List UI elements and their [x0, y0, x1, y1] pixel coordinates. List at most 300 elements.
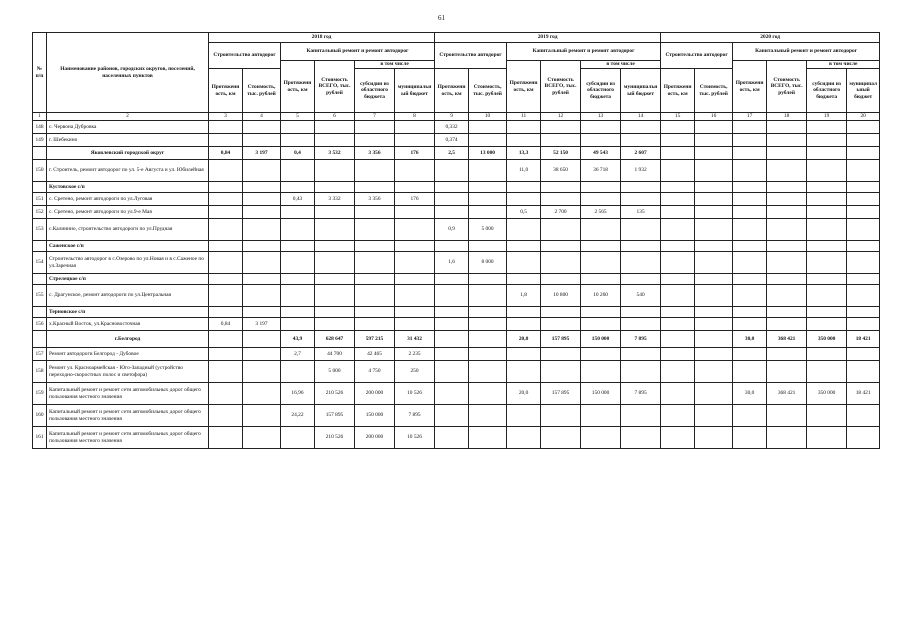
table-cell — [847, 206, 880, 219]
header-cost: Стоимость, тыс. рублей — [469, 69, 507, 113]
table-cell — [281, 206, 315, 219]
table-row — [33, 383, 880, 405]
header-incl: в том числе — [807, 61, 880, 69]
table-cell — [209, 206, 243, 219]
table-cell — [695, 427, 733, 449]
row-number: 149 — [33, 134, 47, 147]
table-cell — [355, 206, 395, 219]
table-cell — [695, 219, 733, 241]
header-subsidy: субсидии из областного бюджета — [581, 69, 621, 113]
table-cell — [281, 274, 315, 285]
table-cell — [807, 182, 847, 193]
table-cell: 1,6 — [435, 252, 469, 274]
table-cell: 200 000 — [355, 427, 395, 449]
table-cell — [243, 274, 281, 285]
table-cell — [581, 252, 621, 274]
table-cell — [661, 405, 695, 427]
table-row — [33, 427, 880, 449]
table-cell — [581, 241, 621, 252]
table-cell — [767, 121, 807, 134]
table-cell — [395, 285, 435, 307]
column-number: 16 — [695, 113, 733, 121]
table-cell: 10 260 — [581, 285, 621, 307]
table-cell: 5 000 — [315, 361, 355, 383]
table-cell — [243, 121, 281, 134]
table-row — [33, 182, 880, 193]
table-cell — [581, 274, 621, 285]
table-cell — [807, 361, 847, 383]
row-number: 153 — [33, 219, 47, 241]
table-cell — [621, 307, 661, 318]
table-cell — [507, 219, 541, 241]
table-cell — [315, 252, 355, 274]
table-cell — [435, 348, 469, 361]
table-cell — [395, 206, 435, 219]
table-cell: 200 000 — [355, 383, 395, 405]
table-cell — [695, 182, 733, 193]
table-cell — [355, 241, 395, 252]
table-cell — [621, 134, 661, 147]
header-2020: 2020 год — [661, 33, 880, 43]
table-cell — [847, 361, 880, 383]
table-cell — [281, 121, 315, 134]
table-cell — [469, 121, 507, 134]
table-cell — [315, 318, 355, 331]
table-cell: 540 — [621, 285, 661, 307]
row-number: 148 — [33, 121, 47, 134]
row-number: 161 — [33, 427, 47, 449]
table-cell: 3 197 — [243, 318, 281, 331]
table-cell — [435, 307, 469, 318]
table-cell: 16,96 — [281, 383, 315, 405]
table-cell: 157 895 — [541, 383, 581, 405]
table-cell: 11,0 — [507, 160, 541, 182]
row-number: 151 — [33, 193, 47, 206]
table-cell — [733, 206, 767, 219]
row-name: с. Сретено, ремонт автодороги по ул.9-е Мая — [47, 206, 209, 219]
table-cell: 368 421 — [767, 331, 807, 348]
table-cell — [209, 160, 243, 182]
table-cell: 1,8 — [507, 285, 541, 307]
table-cell — [355, 182, 395, 193]
table-cell: 150 000 — [355, 405, 395, 427]
table-cell — [807, 193, 847, 206]
table-cell: 5 000 — [469, 219, 507, 241]
column-number: 17 — [733, 113, 767, 121]
row-name: Яковлевский городской округ — [47, 147, 209, 160]
table-cell — [315, 219, 355, 241]
table-cell: 176 — [395, 147, 435, 160]
table-cell — [243, 307, 281, 318]
table-cell: 157 895 — [541, 331, 581, 348]
table-cell — [621, 219, 661, 241]
table-cell — [355, 318, 395, 331]
table-cell — [281, 182, 315, 193]
table-cell — [395, 219, 435, 241]
table-cell — [733, 318, 767, 331]
row-name: Строительство автодорог в с.Озерово по ул.Новая и в с.Саженое по ул.Заречная — [47, 252, 209, 274]
table-cell — [847, 147, 880, 160]
table-cell — [209, 134, 243, 147]
row-num-cell — [33, 182, 47, 193]
table-cell — [315, 241, 355, 252]
table-cell — [847, 348, 880, 361]
table-cell — [767, 193, 807, 206]
table-cell — [209, 361, 243, 383]
table-cell — [469, 285, 507, 307]
header-cost-total: Стоимость ВСЕГО, тыс. рублей — [315, 61, 355, 113]
table-cell: 38 650 — [541, 160, 581, 182]
table-cell — [661, 274, 695, 285]
table-cell — [733, 307, 767, 318]
table-cell — [507, 134, 541, 147]
table-cell — [661, 348, 695, 361]
table-cell — [435, 427, 469, 449]
table-cell — [243, 206, 281, 219]
header-num: № п/п — [33, 33, 47, 113]
row-number: 156 — [33, 318, 47, 331]
table-row — [33, 147, 880, 160]
table-cell — [435, 361, 469, 383]
table-cell — [733, 427, 767, 449]
table-cell — [733, 241, 767, 252]
table-cell — [807, 147, 847, 160]
table-cell — [581, 134, 621, 147]
table-cell — [847, 182, 880, 193]
table-cell — [243, 427, 281, 449]
header-2019: 2019 год — [435, 33, 661, 43]
table-row — [33, 219, 880, 241]
table-cell — [355, 307, 395, 318]
column-number-row — [33, 113, 880, 121]
table-cell — [209, 274, 243, 285]
table-cell — [395, 121, 435, 134]
table-cell: 1 932 — [621, 160, 661, 182]
table-cell — [469, 405, 507, 427]
table-cell — [243, 241, 281, 252]
table-cell: 7 895 — [395, 405, 435, 427]
table-cell: 18 421 — [847, 383, 880, 405]
table-cell: 210 526 — [315, 427, 355, 449]
table-cell: 0,5 — [507, 206, 541, 219]
table-row — [33, 206, 880, 219]
table-cell — [807, 206, 847, 219]
table-cell — [469, 383, 507, 405]
table-cell — [847, 219, 880, 241]
table-cell — [355, 285, 395, 307]
row-number: 158 — [33, 361, 47, 383]
table-cell: 3 532 — [315, 147, 355, 160]
header-cost: Стоимость, тыс. рублей — [695, 69, 733, 113]
table-cell — [847, 285, 880, 307]
table-cell — [469, 134, 507, 147]
table-cell — [847, 307, 880, 318]
table-cell — [807, 252, 847, 274]
table-cell: 18 421 — [847, 331, 880, 348]
table-cell — [581, 405, 621, 427]
table-cell — [733, 252, 767, 274]
table-cell — [695, 274, 733, 285]
row-number — [33, 147, 47, 160]
table-cell — [807, 241, 847, 252]
table-cell — [469, 331, 507, 348]
column-number: 11 — [507, 113, 541, 121]
table-cell — [661, 241, 695, 252]
table-cell — [621, 427, 661, 449]
table-cell — [661, 219, 695, 241]
header-constr-2020: Строительство автодорог — [661, 43, 733, 69]
header-name: Наименование районов, городских округов, поселений, населенных пунктов — [47, 33, 209, 113]
table-cell — [621, 193, 661, 206]
row-num-cell — [33, 274, 47, 285]
row-number: 155 — [33, 285, 47, 307]
row-number: 154 — [33, 252, 47, 274]
row-name: Капитальный ремонт и ремонт сети автомобильных дорог общего пользования местного значения — [47, 383, 209, 405]
table-cell — [581, 193, 621, 206]
header-incl: в том числе — [581, 61, 661, 69]
column-number: 9 — [435, 113, 469, 121]
table-cell: 2 565 — [581, 206, 621, 219]
table-cell — [469, 427, 507, 449]
table-cell — [581, 219, 621, 241]
table-cell — [469, 307, 507, 318]
header-constr-2018: Строительство автодорог — [209, 43, 281, 69]
table-cell — [695, 383, 733, 405]
table-cell — [209, 219, 243, 241]
table-cell — [435, 405, 469, 427]
table-cell — [541, 219, 581, 241]
table-cell — [209, 241, 243, 252]
table-cell — [209, 285, 243, 307]
row-name: Капитальный ремонт и ремонт сети автомобильных дорог общего пользования местного значения — [47, 405, 209, 427]
table-cell — [315, 206, 355, 219]
table-cell — [661, 331, 695, 348]
table-cell — [435, 182, 469, 193]
table-cell — [767, 219, 807, 241]
row-number — [33, 331, 47, 348]
table-cell — [621, 405, 661, 427]
table-cell — [355, 252, 395, 274]
section-label: Саженское с/п — [47, 241, 209, 252]
table-cell — [315, 274, 355, 285]
header-repair-2018: Капитальный ремонт и ремонт автодорог — [281, 43, 435, 61]
table-cell — [695, 307, 733, 318]
table-cell — [469, 348, 507, 361]
row-name: с.Калинино, строительство автодороги по ул.Прудная — [47, 219, 209, 241]
road-works-table — [32, 32, 880, 449]
table-cell — [807, 427, 847, 449]
table-cell — [435, 206, 469, 219]
table-cell — [281, 361, 315, 383]
table-cell — [507, 252, 541, 274]
table-cell — [807, 285, 847, 307]
table-cell: 368 421 — [767, 383, 807, 405]
table-cell: 30,0 — [733, 383, 767, 405]
table-cell: 0,374 — [435, 134, 469, 147]
table-cell — [243, 361, 281, 383]
table-cell — [767, 405, 807, 427]
header-repair-2019: Капитальный ремонт и ремонт автодорог — [507, 43, 661, 61]
table-cell: 2,5 — [435, 147, 469, 160]
table-cell — [507, 307, 541, 318]
header-length: Протяженность, км — [507, 61, 541, 113]
table-cell — [661, 307, 695, 318]
table-cell — [695, 241, 733, 252]
row-num-cell — [33, 241, 47, 252]
table-cell — [847, 134, 880, 147]
table-cell — [541, 252, 581, 274]
table-cell — [847, 252, 880, 274]
table-cell — [733, 147, 767, 160]
table-cell — [581, 361, 621, 383]
table-cell — [621, 348, 661, 361]
table-cell — [355, 121, 395, 134]
table-cell — [733, 348, 767, 361]
table-cell — [661, 427, 695, 449]
table-cell: 0,43 — [281, 193, 315, 206]
table-cell: 3 356 — [355, 193, 395, 206]
column-number: 20 — [847, 113, 880, 121]
header-length: Протяженность, км — [661, 69, 695, 113]
table-cell — [281, 160, 315, 182]
table-cell — [767, 241, 807, 252]
table-cell: 10 800 — [541, 285, 581, 307]
row-name: с. Червона Дубровка — [47, 121, 209, 134]
table-cell — [621, 121, 661, 134]
table-cell — [807, 307, 847, 318]
table-cell — [621, 274, 661, 285]
table-cell — [435, 285, 469, 307]
table-cell — [767, 307, 807, 318]
table-cell — [395, 318, 435, 331]
table-cell — [733, 274, 767, 285]
table-cell — [661, 134, 695, 147]
table-row — [33, 193, 880, 206]
table-cell — [807, 121, 847, 134]
header-subsidy: субсидии из областного бюджета — [807, 69, 847, 113]
row-name: Ремонт автодороги Белгород - Дубовое — [47, 348, 209, 361]
column-number: 15 — [661, 113, 695, 121]
table-cell: 44 700 — [315, 348, 355, 361]
table-cell: 350 000 — [807, 383, 847, 405]
table-cell — [807, 318, 847, 331]
row-name: с. Сретено, ремонт автодороги по ул.Луговая — [47, 193, 209, 206]
table-row — [33, 318, 880, 331]
table-cell — [621, 182, 661, 193]
table-cell — [807, 219, 847, 241]
table-cell — [807, 134, 847, 147]
section-label: Терновское с/п — [47, 307, 209, 318]
table-cell — [435, 160, 469, 182]
header-cost: Стоимость, тыс. рублей — [243, 69, 281, 113]
table-cell: 10 526 — [395, 427, 435, 449]
table-cell — [209, 405, 243, 427]
table-cell — [315, 160, 355, 182]
table-cell: 24,22 — [281, 405, 315, 427]
table-cell — [243, 331, 281, 348]
table-cell: 8 000 — [469, 252, 507, 274]
table-cell — [733, 182, 767, 193]
table-cell — [695, 121, 733, 134]
row-number: 160 — [33, 405, 47, 427]
table-cell — [507, 427, 541, 449]
table-cell: 2 700 — [541, 206, 581, 219]
column-number: 10 — [469, 113, 507, 121]
table-cell — [209, 307, 243, 318]
table-cell — [695, 147, 733, 160]
table-cell: 3 356 — [355, 147, 395, 160]
table-cell — [847, 160, 880, 182]
table-row — [33, 307, 880, 318]
table-cell: 52 150 — [541, 147, 581, 160]
table-cell: 3 197 — [243, 147, 281, 160]
table-cell — [733, 193, 767, 206]
table-cell — [507, 405, 541, 427]
header-length: Протяженность, км — [435, 69, 469, 113]
table-cell — [695, 331, 733, 348]
row-name: г.Белгород — [47, 331, 209, 348]
table-cell — [767, 160, 807, 182]
header-cost-total: Стоимость ВСЕГО, тыс. рублей — [541, 61, 581, 113]
table-cell — [767, 274, 807, 285]
table-cell — [209, 121, 243, 134]
table-cell — [209, 348, 243, 361]
table-cell — [243, 193, 281, 206]
table-cell — [469, 193, 507, 206]
table-cell — [469, 206, 507, 219]
row-name: х.Красный Восток, ул.Красновосточная — [47, 318, 209, 331]
table-cell — [847, 318, 880, 331]
table-cell — [243, 285, 281, 307]
table-cell — [733, 361, 767, 383]
column-number: 3 — [209, 113, 243, 121]
table-cell — [847, 274, 880, 285]
table-cell — [767, 182, 807, 193]
table-cell — [733, 134, 767, 147]
table-cell — [435, 331, 469, 348]
column-number: 5 — [281, 113, 315, 121]
column-number: 4 — [243, 113, 281, 121]
table-cell — [435, 241, 469, 252]
table-cell: 150 000 — [581, 383, 621, 405]
table-cell — [661, 285, 695, 307]
table-cell — [243, 348, 281, 361]
table-cell — [733, 121, 767, 134]
column-number: 7 — [355, 113, 395, 121]
table-cell — [315, 307, 355, 318]
table-cell — [581, 427, 621, 449]
section-label: Стрелецкое с/п — [47, 274, 209, 285]
table-row — [33, 121, 880, 134]
table-cell — [507, 274, 541, 285]
table-cell — [767, 318, 807, 331]
table-cell — [847, 241, 880, 252]
table-cell: 597 215 — [355, 331, 395, 348]
table-cell — [281, 318, 315, 331]
table-cell — [767, 361, 807, 383]
table-cell — [541, 361, 581, 383]
header-2018: 2018 год — [209, 33, 435, 43]
table-cell — [661, 252, 695, 274]
table-row — [33, 274, 880, 285]
table-cell: 176 — [395, 193, 435, 206]
table-cell: 0,84 — [209, 147, 243, 160]
row-name: г. Шебекино — [47, 134, 209, 147]
table-cell — [209, 182, 243, 193]
column-number: 6 — [315, 113, 355, 121]
table-cell — [541, 274, 581, 285]
header-length: Протяженность, км — [209, 69, 243, 113]
